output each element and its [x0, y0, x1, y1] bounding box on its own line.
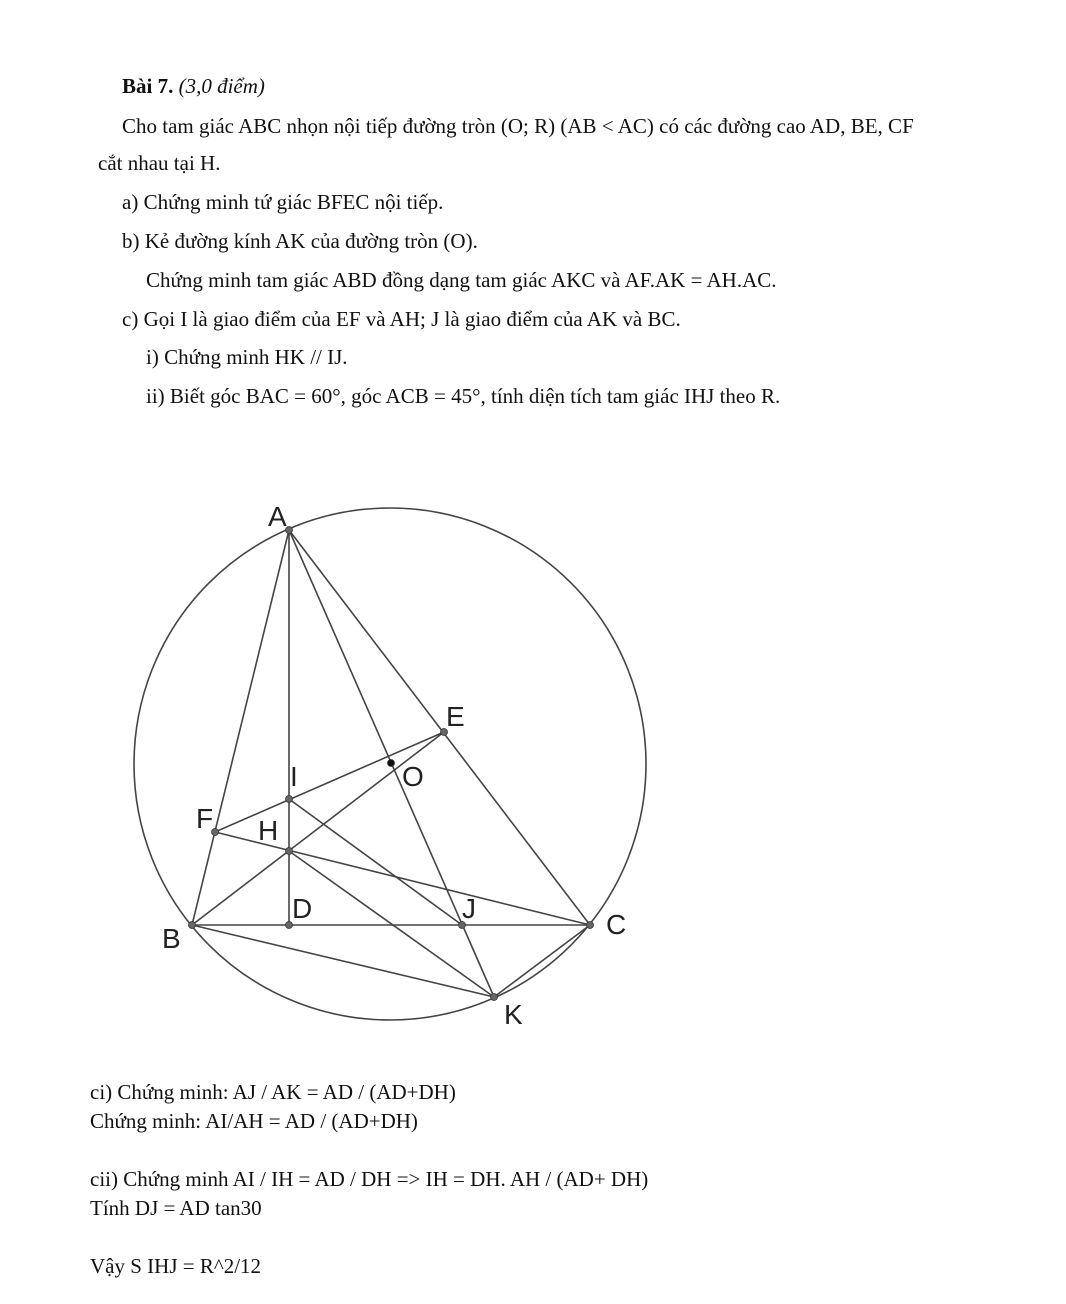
label-K: K — [504, 999, 523, 1030]
label-J: J — [462, 893, 476, 924]
solution-ci-line-1: ci) Chứng minh: AJ / AK = AD / (AD+DH) — [90, 1080, 456, 1104]
part-c: c) Gọi I là giao điểm của EF và AH; J là giao điểm của AK và BC. — [122, 307, 681, 331]
label-D: D — [292, 893, 313, 924]
solution-cii-line-1: cii) Chứng minh AI / IH = AD / DH => IH = DH. AH / (AD+ DH) — [90, 1167, 649, 1191]
segment-CK — [494, 925, 590, 997]
solution-ci-line-2: Chứng minh: AI/AH = AD / (AD+DH) — [90, 1109, 418, 1133]
problem-title: Bài 7. — [122, 74, 174, 98]
part-c-i: i) Chứng minh HK // IJ. — [146, 345, 348, 369]
part-a: a) Chứng minh tứ giác BFEC nội tiếp. — [122, 190, 444, 214]
solution-conclusion: Vậy S IHJ = R^2/12 — [90, 1254, 262, 1278]
label-H: H — [258, 815, 279, 846]
segment-AB — [192, 530, 289, 925]
point-C — [587, 922, 594, 929]
segment-BK — [192, 925, 494, 997]
label-I: I — [290, 761, 298, 792]
point-O — [388, 760, 395, 767]
problem-points: (3,0 điểm) — [178, 74, 265, 98]
point-H — [286, 848, 293, 855]
statement-line-2: cắt nhau tại H. — [98, 151, 221, 175]
segment-AC — [289, 530, 590, 925]
part-c-ii: ii) Biết góc BAC = 60°, góc ACB = 45°, tính diện tích tam giác IHJ theo R. — [146, 384, 781, 408]
label-A: A — [268, 501, 287, 532]
part-b-line-2: Chứng minh tam giác ABD đồng dạng tam giác AKC và AF.AK = AH.AC. — [146, 268, 777, 292]
label-E: E — [446, 701, 465, 732]
segment-IJ — [289, 799, 462, 925]
label-F: F — [196, 803, 214, 834]
label-C: C — [606, 909, 627, 940]
point-K — [491, 994, 498, 1001]
label-O: O — [402, 761, 424, 792]
label-B: B — [162, 923, 181, 954]
point-B — [189, 922, 196, 929]
part-b-line-1: b) Kẻ đường kính AK của đường tròn (O). — [122, 229, 478, 253]
point-I — [286, 796, 293, 803]
solution-cii-line-2: Tính DJ = AD tan30 — [90, 1196, 262, 1220]
statement-line-1: Cho tam giác ABC nhọn nội tiếp đường tròn (O; R) (AB < AC) có các đường cao AD, BE, CF — [122, 114, 914, 138]
